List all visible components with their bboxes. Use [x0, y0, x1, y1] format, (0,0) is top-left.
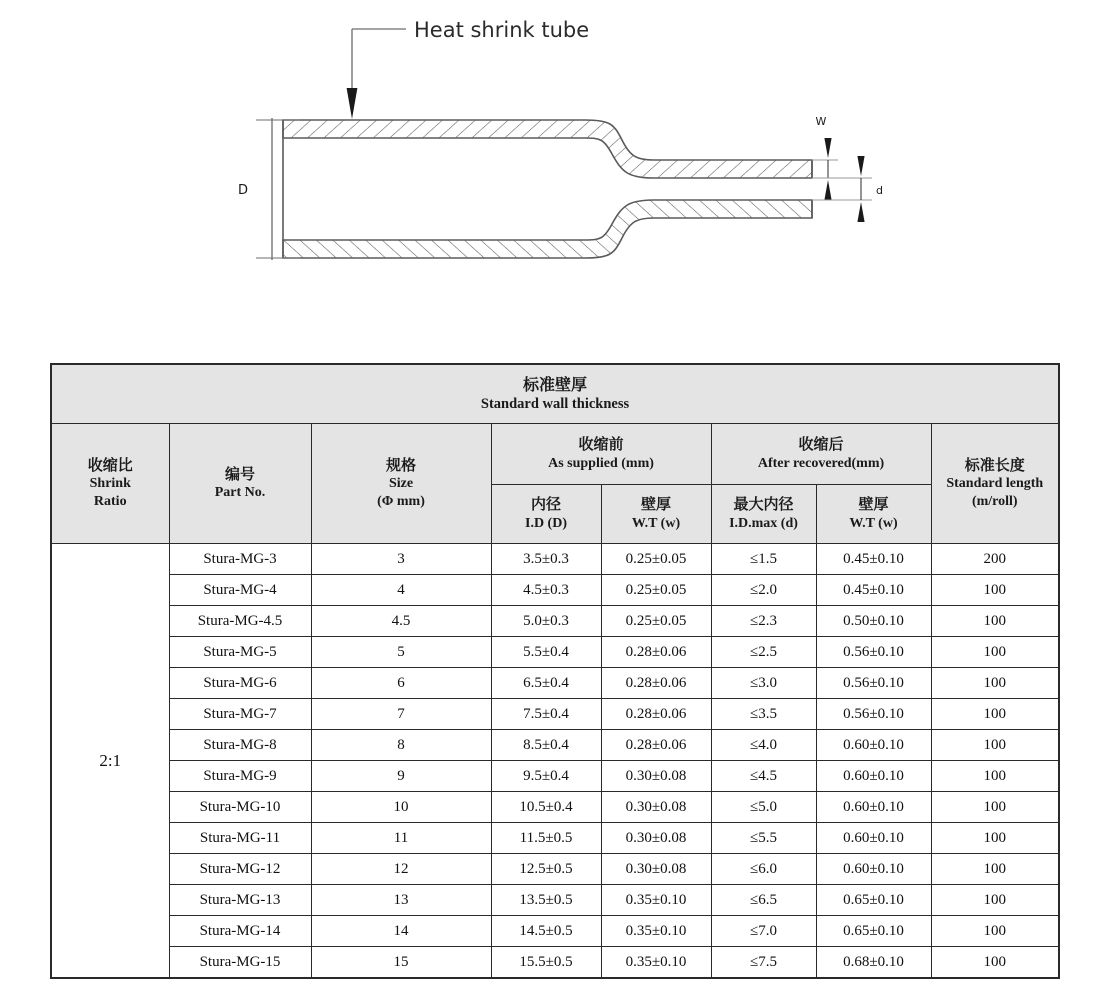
cell-wt-supplied: 0.28±0.06	[601, 637, 711, 668]
cell-size: 14	[311, 916, 491, 947]
cell-size: 10	[311, 792, 491, 823]
d-arrow-down	[857, 202, 864, 222]
cell-id-max: ≤4.5	[711, 761, 816, 792]
cell-size: 3	[311, 544, 491, 575]
table-row	[51, 668, 1059, 699]
table-row	[51, 730, 1059, 761]
cell-part-no: Stura-MG-14	[169, 916, 311, 947]
cell-id-supplied: 11.5±0.5	[491, 823, 601, 854]
cell-size: 12	[311, 854, 491, 885]
header-standard-length-en2: (m/roll)	[971, 494, 1018, 510]
header-part-no	[169, 424, 311, 544]
header-as-supplied-cn: 收缩前	[578, 435, 624, 454]
cell-length: 100	[931, 699, 1059, 730]
header-as-supplied	[491, 424, 711, 485]
cell-wt-recovered: 0.50±0.10	[816, 606, 931, 637]
cell-length: 100	[931, 730, 1059, 761]
cell-shrink-ratio: 2:1	[51, 544, 169, 979]
cell-size: 6	[311, 668, 491, 699]
callout-text: Heat shrink tube	[414, 18, 590, 42]
header-after-recovered	[711, 424, 931, 485]
cell-size: 4.5	[311, 606, 491, 637]
cell-wt-recovered: 0.60±0.10	[816, 792, 931, 823]
header-part-no-en: Part No.	[214, 485, 266, 501]
table-row	[51, 699, 1059, 730]
cell-wt-supplied: 0.35±0.10	[601, 885, 711, 916]
cell-length: 100	[931, 761, 1059, 792]
table-row	[51, 637, 1059, 668]
cell-id-supplied: 5.0±0.3	[491, 606, 601, 637]
table-row	[51, 544, 1059, 575]
header-shrink-ratio-en2: Ratio	[93, 494, 127, 510]
tube-upper-wall	[283, 120, 812, 178]
cell-length: 100	[931, 854, 1059, 885]
cell-size: 15	[311, 947, 491, 979]
cell-length: 100	[931, 575, 1059, 606]
dimension-d-group	[812, 156, 883, 222]
header-size-en2: (Φ mm)	[377, 494, 425, 510]
header-size-cn: 规格	[385, 455, 416, 474]
cell-wt-recovered: 0.56±0.10	[816, 699, 931, 730]
cell-wt-recovered: 0.65±0.10	[816, 916, 931, 947]
header-sub-id-cn: 内径	[530, 495, 561, 514]
header-sub-wt2-cn: 壁厚	[858, 495, 889, 514]
table-row	[51, 792, 1059, 823]
cell-size: 7	[311, 699, 491, 730]
header-sub-id	[491, 485, 601, 544]
cell-size: 5	[311, 637, 491, 668]
table-row	[51, 854, 1059, 885]
cell-size: 8	[311, 730, 491, 761]
cell-id-max: ≤7.0	[711, 916, 816, 947]
cell-length: 100	[931, 606, 1059, 637]
cell-id-max: ≤5.5	[711, 823, 816, 854]
banner-cn-text: 标准壁厚	[523, 374, 588, 394]
cell-id-max: ≤6.0	[711, 854, 816, 885]
cell-id-max: ≤1.5	[711, 544, 816, 575]
cell-part-no: Stura-MG-9	[169, 761, 311, 792]
cell-wt-supplied: 0.30±0.08	[601, 854, 711, 885]
header-as-supplied-en: As supplied (mm)	[548, 455, 654, 471]
cell-id-supplied: 5.5±0.4	[491, 637, 601, 668]
header-shrink-ratio-en: Shrink	[89, 476, 131, 492]
table-banner-row	[51, 364, 1059, 424]
cell-id-supplied: 4.5±0.3	[491, 575, 601, 606]
upper-wall-shape	[283, 120, 812, 178]
table-row	[51, 823, 1059, 854]
cell-part-no: Stura-MG-8	[169, 730, 311, 761]
cell-part-no: Stura-MG-4	[169, 575, 311, 606]
cell-id-supplied: 6.5±0.4	[491, 668, 601, 699]
header-sub-idmax-cn: 最大内径	[733, 495, 794, 514]
cell-id-max: ≤2.3	[711, 606, 816, 637]
cell-length: 100	[931, 916, 1059, 947]
cell-part-no: Stura-MG-4.5	[169, 606, 311, 637]
lower-wall-shape	[283, 200, 812, 258]
table-row	[51, 916, 1059, 947]
cell-part-no: Stura-MG-15	[169, 947, 311, 979]
cell-wt-supplied: 0.35±0.10	[601, 916, 711, 947]
header-standard-length-en: Standard length	[946, 476, 1044, 492]
header-sub-id-en: I.D (D)	[525, 515, 567, 531]
cell-id-max: ≤3.0	[711, 668, 816, 699]
cell-id-supplied: 14.5±0.5	[491, 916, 601, 947]
cell-id-supplied: 9.5±0.4	[491, 761, 601, 792]
cell-part-no: Stura-MG-12	[169, 854, 311, 885]
cell-size: 4	[311, 575, 491, 606]
W-arrow-up	[824, 138, 831, 158]
cell-wt-supplied: 0.28±0.06	[601, 699, 711, 730]
table-row	[51, 606, 1059, 637]
dimension-label-D: D	[237, 183, 249, 198]
header-sub-idmax	[711, 485, 816, 544]
header-sub-wt	[601, 485, 711, 544]
cell-id-supplied: 8.5±0.4	[491, 730, 601, 761]
dimension-label-W: W	[815, 115, 827, 128]
table-row	[51, 947, 1059, 979]
cell-id-supplied: 15.5±0.5	[491, 947, 601, 979]
header-sub-wt-en: W.T (w)	[631, 515, 681, 531]
cell-wt-supplied: 0.30±0.08	[601, 823, 711, 854]
table-row	[51, 761, 1059, 792]
cell-wt-recovered: 0.65±0.10	[816, 885, 931, 916]
cell-part-no: Stura-MG-7	[169, 699, 311, 730]
cell-size: 9	[311, 761, 491, 792]
cell-wt-recovered: 0.56±0.10	[816, 637, 931, 668]
cell-wt-recovered: 0.60±0.10	[816, 730, 931, 761]
dimension-label-d: d	[876, 184, 883, 197]
specification-table	[50, 363, 1060, 979]
cell-wt-recovered: 0.45±0.10	[816, 544, 931, 575]
cell-wt-supplied: 0.28±0.06	[601, 730, 711, 761]
cell-wt-recovered: 0.56±0.10	[816, 668, 931, 699]
cell-wt-supplied: 0.25±0.05	[601, 606, 711, 637]
cell-wt-supplied: 0.35±0.10	[601, 947, 711, 979]
cell-id-max: ≤6.5	[711, 885, 816, 916]
tube-diagram-svg	[0, 0, 1096, 330]
table-row	[51, 575, 1059, 606]
cell-wt-recovered: 0.60±0.10	[816, 761, 931, 792]
tube-cross-section-diagram	[0, 0, 1096, 330]
cell-wt-supplied: 0.25±0.05	[601, 544, 711, 575]
cell-part-no: Stura-MG-3	[169, 544, 311, 575]
header-sub-wt-cn: 壁厚	[640, 495, 671, 514]
header-standard-length-cn: 标准长度	[964, 455, 1025, 474]
header-part-no-cn: 编号	[224, 464, 255, 483]
heat-shrink-tube-callout	[347, 18, 590, 119]
cell-id-max: ≤2.0	[711, 575, 816, 606]
cell-length: 100	[931, 637, 1059, 668]
cell-id-max: ≤5.0	[711, 792, 816, 823]
header-shrink-ratio-cn: 收缩比	[87, 455, 133, 474]
cell-id-max: ≤3.5	[711, 699, 816, 730]
specification-table-container	[50, 363, 1058, 979]
tube-lower-wall	[283, 200, 812, 258]
cell-size: 11	[311, 823, 491, 854]
cell-id-supplied: 13.5±0.5	[491, 885, 601, 916]
cell-length: 100	[931, 668, 1059, 699]
W-arrow-down	[824, 180, 831, 200]
cell-wt-recovered: 0.60±0.10	[816, 854, 931, 885]
header-size-en: Size	[388, 476, 414, 492]
cell-part-no: Stura-MG-6	[169, 668, 311, 699]
table-header-row-main	[51, 424, 1059, 485]
table-row	[51, 885, 1059, 916]
table-body	[51, 544, 1059, 979]
header-sub-wt2	[816, 485, 931, 544]
cell-length: 100	[931, 792, 1059, 823]
dimension-W-group	[812, 115, 838, 200]
banner-standard-wall-thickness	[51, 364, 1059, 424]
cell-part-no: Stura-MG-5	[169, 637, 311, 668]
header-size	[311, 424, 491, 544]
cell-part-no: Stura-MG-13	[169, 885, 311, 916]
cell-id-supplied: 10.5±0.4	[491, 792, 601, 823]
header-shrink-ratio	[51, 424, 169, 544]
cell-id-supplied: 12.5±0.5	[491, 854, 601, 885]
callout-arrowhead	[347, 88, 358, 119]
cell-size: 13	[311, 885, 491, 916]
banner-en-text: Standard wall thickness	[480, 396, 630, 413]
cell-wt-supplied: 0.30±0.08	[601, 792, 711, 823]
cell-wt-supplied: 0.30±0.08	[601, 761, 711, 792]
header-after-recovered-en: After recovered(mm)	[757, 455, 885, 471]
cell-wt-supplied: 0.28±0.06	[601, 668, 711, 699]
d-arrow-up	[857, 156, 864, 176]
cell-id-supplied: 3.5±0.3	[491, 544, 601, 575]
cell-length: 100	[931, 823, 1059, 854]
header-sub-idmax-en: I.D.max (d)	[729, 515, 798, 531]
header-sub-wt2-en: W.T (w)	[849, 515, 898, 531]
cell-id-max: ≤7.5	[711, 947, 816, 979]
cell-length: 200	[931, 544, 1059, 575]
cell-length: 100	[931, 947, 1059, 979]
cell-part-no: Stura-MG-11	[169, 823, 311, 854]
cell-part-no: Stura-MG-10	[169, 792, 311, 823]
header-standard-length	[931, 424, 1059, 544]
table-head	[51, 364, 1059, 544]
cell-wt-recovered: 0.45±0.10	[816, 575, 931, 606]
header-after-recovered-cn: 收缩后	[798, 435, 844, 454]
cell-length: 100	[931, 885, 1059, 916]
cell-wt-recovered: 0.60±0.10	[816, 823, 931, 854]
cell-id-max: ≤2.5	[711, 637, 816, 668]
cell-wt-recovered: 0.68±0.10	[816, 947, 931, 979]
cell-id-supplied: 7.5±0.4	[491, 699, 601, 730]
dimension-D-group	[238, 118, 300, 260]
cell-id-max: ≤4.0	[711, 730, 816, 761]
cell-wt-supplied: 0.25±0.05	[601, 575, 711, 606]
